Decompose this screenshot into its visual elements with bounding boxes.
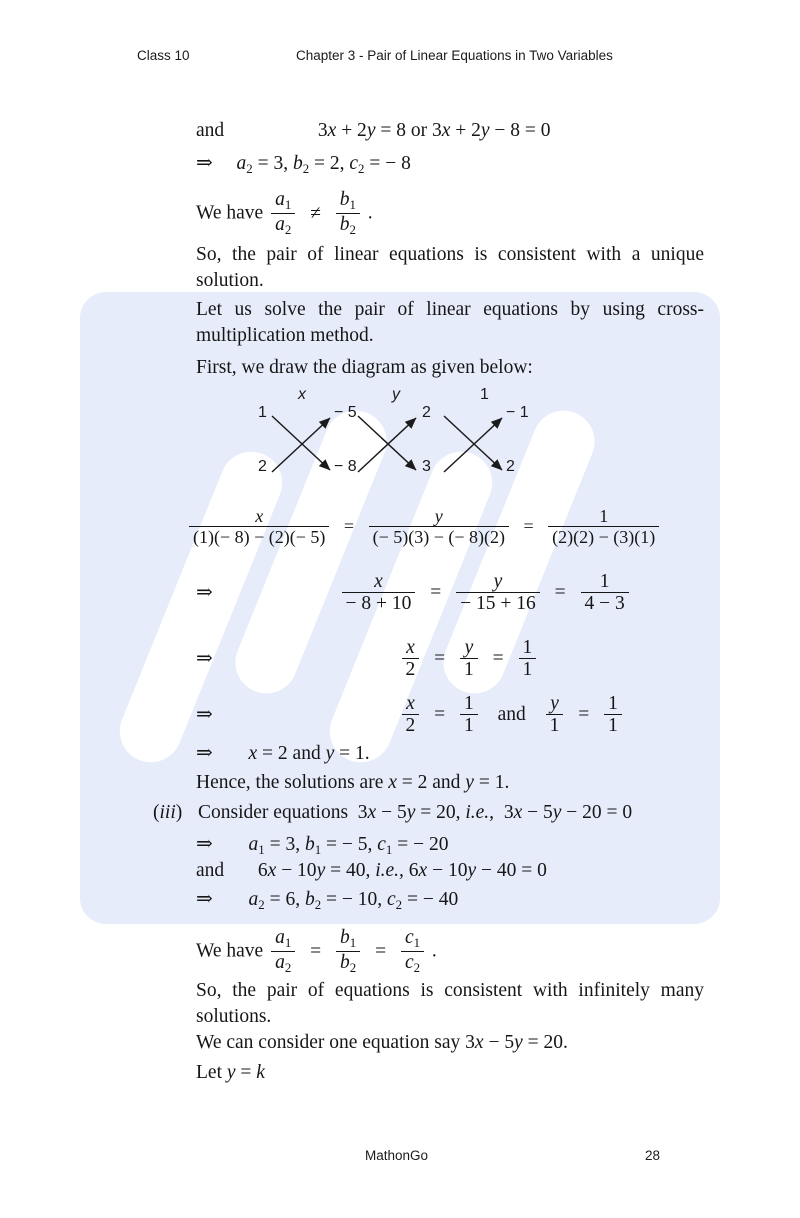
fraction-a1-a2-b: [271, 927, 295, 976]
para-cross-multiplication-method: Let us solve the pair of linear equations by using cross- multiplication method.: [196, 299, 704, 347]
line-let-y-equals-k: [196, 1060, 265, 1086]
fraction-numerator: $a_1$: [275, 927, 292, 951]
line-simplify-one: [196, 572, 632, 616]
line-simplify-two: [196, 638, 539, 682]
line-hence-solutions: [196, 770, 509, 796]
fraction-numerator: y: [464, 637, 474, 658]
line-we-have-ratio-eq: [196, 928, 437, 977]
fraction-numerator: $b_1$: [339, 189, 356, 213]
diagram-top-node-1: − 5: [334, 404, 357, 421]
diagram-left-bottom-2: 2: [258, 458, 267, 475]
fraction-denominator: 1: [519, 658, 537, 681]
fraction-numerator: x: [406, 637, 415, 658]
fraction-denominator: 1: [460, 714, 478, 737]
fraction-one-over-1: [519, 637, 537, 681]
para-infinitely-many: So, the pair of equations is consistent with infinitely many solutions.: [196, 980, 704, 1028]
equals-sign: =: [434, 704, 446, 726]
diagram-bottom-node-3: 2: [506, 458, 515, 475]
we-have-lead: We have: [196, 202, 264, 224]
fraction-one-over-det3: [548, 507, 659, 548]
equals-sign: =: [554, 582, 566, 604]
diagram-bottom-node-2: 3: [422, 458, 431, 475]
footer-brand: MathonGo: [365, 1148, 429, 1163]
fraction-b1-b2: [336, 189, 360, 238]
hence-text: Hence, the solutions are x = 2 and y = 1.: [196, 772, 510, 793]
equals-sign: =: [375, 940, 387, 962]
fraction-denominator: 4 − 3: [581, 592, 629, 615]
item-marker-iii: (iii): [153, 802, 183, 823]
period-2: .: [431, 940, 437, 962]
implies-icon: ⇒: [196, 742, 213, 764]
equals-sign: =: [310, 940, 322, 962]
fraction-numerator: 1: [599, 506, 609, 526]
equation-3x2y8: 3x + 2y = 8 or 3x + 2y − 8 = 0: [317, 120, 551, 141]
fraction-y-over-det2: [369, 507, 509, 548]
fraction-denominator: 2: [402, 658, 420, 681]
cross-multiplication-diagram: [240, 386, 560, 490]
line-item-iii: [153, 800, 632, 826]
fraction-denominator: 2: [402, 714, 420, 737]
fraction-a1-a2: [271, 189, 295, 238]
fraction-denominator: − 15 + 16: [456, 592, 540, 615]
fraction-numerator: 1: [608, 693, 618, 714]
fraction-y-over-1: [460, 637, 478, 681]
fraction-numerator: 1: [464, 693, 474, 714]
line-we-have-ratio-neq: [196, 190, 373, 239]
fraction-denominator: $b_2$: [336, 213, 360, 238]
fraction-c1-c2: [401, 927, 424, 976]
equals-sign: =: [430, 582, 442, 604]
page-header: [0, 48, 800, 72]
line-and-equation: [196, 118, 551, 144]
fraction-numerator: y: [493, 571, 503, 592]
period: .: [367, 202, 373, 224]
coefficients-iii-one-text: $a_1 = 3$, $b_1$ = − 5, $c_1$ = − 20: [248, 834, 449, 858]
fraction-denominator: (1)(− 8) − (2)(− 5): [189, 526, 329, 547]
and-lead-iii: and: [196, 860, 225, 881]
fraction-denominator: $a_2$: [271, 213, 295, 238]
implies-icon: ⇒: [196, 581, 213, 604]
fraction-numerator: y: [434, 506, 443, 526]
let-y-text: Let y = k: [196, 1062, 265, 1083]
and-lead: and: [196, 120, 225, 141]
equals-sign: =: [523, 516, 534, 537]
line-big-fractions: [186, 508, 662, 549]
equals-sign: =: [492, 648, 504, 670]
fraction-x-over-2: [402, 637, 420, 681]
fraction-numerator: 1: [599, 571, 610, 592]
para-first-draw-diagram: First, we draw the diagram as given below:: [196, 357, 533, 378]
implies-icon: ⇒: [196, 647, 213, 670]
diagram-header-one: 1: [480, 386, 489, 403]
equals-sign: =: [343, 516, 355, 537]
fraction-x-over-det1: [189, 507, 329, 548]
fraction-denominator: − 8 + 10: [342, 592, 416, 615]
item-iii-text: Consider equations 3x − 5y = 20, i.e., 3x − 5y − 20 = 0: [198, 802, 633, 823]
not-equal-icon: ≠: [310, 202, 321, 224]
coefficients-two-text: $a_2 = 3$, $b_2 = 2$, $c_2$ = − 8: [236, 153, 411, 177]
fraction-numerator: x: [255, 506, 264, 526]
fraction-denominator: 1: [546, 714, 564, 737]
header-chapter-label: Chapter 3 - Pair of Linear Equations in Two Variables: [296, 48, 613, 63]
diagram-left-top-1: 1: [258, 404, 267, 421]
fraction-numerator: x: [374, 571, 383, 592]
fraction-denominator: (2)(2) − (3)(1): [548, 526, 659, 547]
diagram-header-y: y: [392, 386, 400, 403]
footer-page-number: 28: [645, 1148, 661, 1163]
solution-values-text: x = 2 and y = 1.: [248, 743, 370, 764]
fraction-numerator: 1: [522, 637, 533, 658]
consider-one-text: We can consider one equation say 3x − 5y = 20.: [196, 1032, 568, 1053]
para-consistent-unique: So, the pair of linear equations is consistent with a unique solution.: [196, 244, 704, 292]
fraction-denominator: 1: [604, 714, 622, 737]
fraction-numerator: $b_1$: [340, 927, 357, 951]
line-coefficients-two: [196, 150, 411, 178]
coefficients-iii-two-text: $a_2 = 6$, $b_2$ = − 10, $c_2$ = − 40: [248, 889, 459, 913]
line-coefficients-iii-one: [196, 831, 448, 859]
fraction-numerator: $a_1$: [275, 189, 292, 213]
line-simplify-three: [196, 694, 625, 738]
line-consider-one-equation: [196, 1030, 568, 1056]
fraction-one-over-1c: [604, 693, 622, 737]
fraction-y-over-1sum: [456, 571, 540, 615]
line-and-equation-iii: [196, 858, 547, 884]
fraction-numerator: x: [406, 693, 415, 714]
diagram-bottom-node-1: − 8: [334, 458, 357, 475]
fraction-x-over-2b: [402, 693, 420, 737]
fraction-denominator: $b_2$: [336, 951, 360, 976]
fraction-denominator: $c_2$: [401, 951, 424, 976]
implies-icon: ⇒: [196, 703, 213, 726]
fraction-numerator: y: [550, 693, 559, 714]
fraction-denominator: $a_2$: [271, 951, 295, 976]
fraction-y-over-1b: [546, 693, 564, 737]
diagram-top-node-3: − 1: [506, 404, 529, 421]
fraction-b1-b2-b: [336, 927, 360, 976]
diagram-top-node-2: 2: [422, 404, 431, 421]
we-have-lead-2: We have: [196, 940, 264, 962]
header-class-label: Class 10: [137, 48, 190, 63]
equation-6x10y40: 6x − 10y = 40, i.e., 6x − 10y − 40 = 0: [257, 860, 547, 881]
equals-sign: =: [434, 648, 446, 670]
fraction-numerator: $c_1$: [404, 927, 421, 951]
fraction-x-over-2sum: [342, 571, 416, 615]
equals-sign: =: [578, 704, 590, 726]
page-footer: [0, 1148, 800, 1170]
diagram-header-x: x: [298, 386, 306, 403]
implies-icon: ⇒: [196, 833, 213, 855]
line-solution-values: [196, 740, 370, 767]
fraction-one-over-1sum: [581, 571, 629, 615]
implies-icon: ⇒: [196, 152, 213, 174]
fraction-denominator: 1: [460, 658, 478, 681]
conjunction-and: and: [497, 704, 526, 726]
fraction-denominator: (− 5)(3) − (− 8)(2): [369, 526, 509, 547]
line-coefficients-iii-two: [196, 886, 458, 914]
implies-icon: ⇒: [196, 888, 213, 910]
fraction-one-over-1b: [460, 693, 478, 737]
